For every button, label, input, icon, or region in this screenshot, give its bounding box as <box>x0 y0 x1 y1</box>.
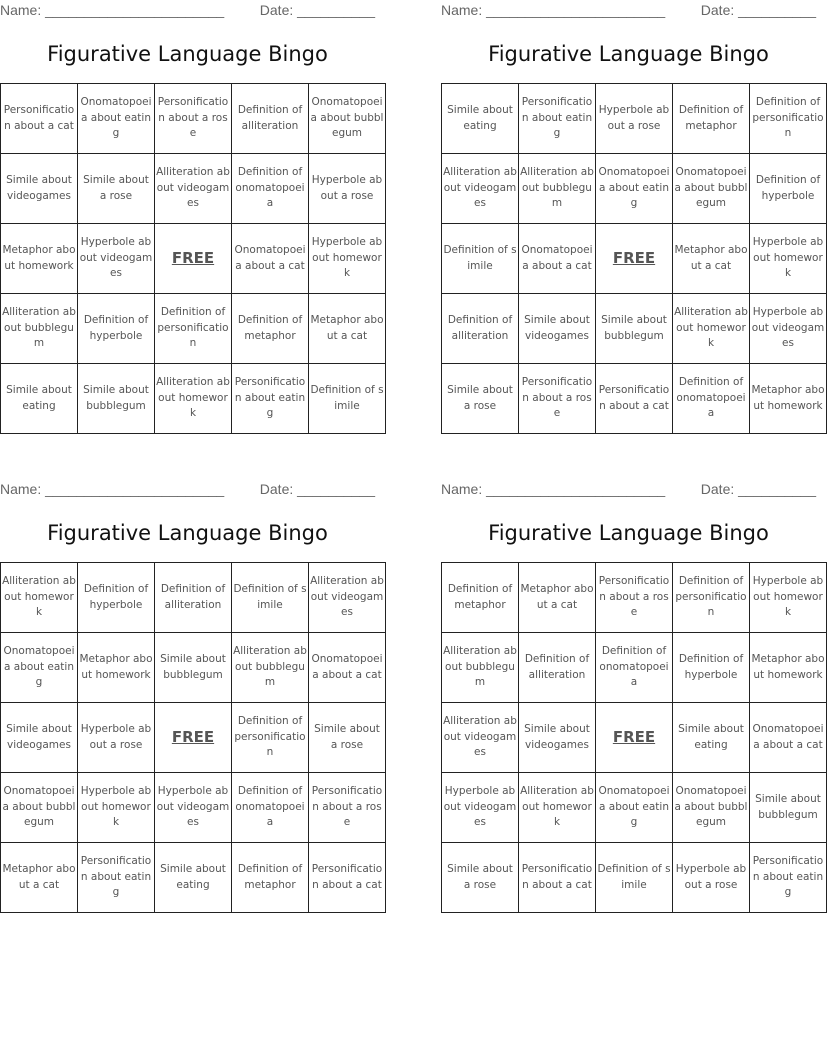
bingo-cell: Hyperbole about a rose <box>309 154 386 224</box>
bingo-row <box>442 84 827 154</box>
bingo-cell: Personification about a rose <box>309 773 386 843</box>
bingo-cell: Simile about videogames <box>519 294 596 364</box>
bingo-row <box>442 364 827 434</box>
bingo-cell: Definition of personification <box>232 703 309 773</box>
date-label: Date: __________ <box>259 481 375 497</box>
card-header <box>441 0 816 20</box>
bingo-row <box>442 633 827 703</box>
bingo-cell: Simile about bubblegum <box>596 294 673 364</box>
bingo-cell: Definition of alliteration <box>232 84 309 154</box>
bingo-cell: Alliteration about videogames <box>442 703 519 773</box>
bingo-cell: Personification about a rose <box>155 84 232 154</box>
date-label: Date: __________ <box>259 2 375 18</box>
bingo-row <box>442 703 827 773</box>
bingo-cell: Definition of personification <box>673 563 750 633</box>
bingo-cell: Definition of hyperbole <box>78 563 155 633</box>
bingo-cell: Metaphor about a cat <box>673 224 750 294</box>
bingo-cell: Onomatopoeia about bubblegum <box>309 84 386 154</box>
bingo-cell: Hyperbole about homework <box>309 224 386 294</box>
bingo-cell: Alliteration about bubblegum <box>519 154 596 224</box>
bingo-row <box>1 294 386 364</box>
free-space: FREE <box>596 224 673 294</box>
bingo-row <box>1 773 386 843</box>
bingo-cell: Hyperbole about videogames <box>442 773 519 843</box>
bingo-cell: Definition of hyperbole <box>78 294 155 364</box>
bingo-cell: Alliteration about homework <box>519 773 596 843</box>
bingo-cell: Definition of simile <box>442 224 519 294</box>
bingo-cell: Definition of simile <box>309 364 386 434</box>
bingo-cell: Alliteration about homework <box>1 563 78 633</box>
bingo-cell: Alliteration about homework <box>155 364 232 434</box>
bingo-cell: Definition of metaphor <box>673 84 750 154</box>
bingo-cell: Definition of personification <box>750 84 827 154</box>
name-label: Name: _______________________ <box>441 481 666 497</box>
bingo-row <box>1 843 386 913</box>
bingo-cell: Simile about eating <box>1 364 78 434</box>
bingo-cell: Hyperbole about a rose <box>596 84 673 154</box>
bingo-cell: Definition of alliteration <box>155 563 232 633</box>
name-label: Name: _______________________ <box>441 2 666 18</box>
card-header <box>0 0 375 20</box>
bingo-cell: Onomatopoeia about eating <box>596 773 673 843</box>
card-title: Figurative Language Bingo <box>488 521 769 545</box>
bingo-cell: Onomatopoeia about eating <box>596 154 673 224</box>
name-label: Name: _______________________ <box>0 2 225 18</box>
bingo-cell: Definition of metaphor <box>442 563 519 633</box>
bingo-row <box>442 843 827 913</box>
bingo-cell: Definition of onomatopoeia <box>232 773 309 843</box>
bingo-cell: Simile about a rose <box>442 843 519 913</box>
bingo-cell: Personification about a cat <box>519 843 596 913</box>
bingo-row <box>1 84 386 154</box>
name-label: Name: _______________________ <box>0 481 225 497</box>
bingo-cell: Hyperbole about homework <box>78 773 155 843</box>
bingo-cell: Simile about videogames <box>1 154 78 224</box>
bingo-cell: Definition of hyperbole <box>750 154 827 224</box>
bingo-cell: Onomatopoeia about eating <box>78 84 155 154</box>
bingo-cell: Onomatopoeia about bubblegum <box>673 773 750 843</box>
bingo-cell: Definition of personification <box>155 294 232 364</box>
bingo-row <box>1 703 386 773</box>
bingo-cell: Definition of onomatopoeia <box>673 364 750 434</box>
bingo-cell: Personification about eating <box>750 843 827 913</box>
bingo-cell: Definition of alliteration <box>442 294 519 364</box>
bingo-cell: Onomatopoeia about bubblegum <box>673 154 750 224</box>
bingo-row <box>1 154 386 224</box>
bingo-cell: Metaphor about a cat <box>1 843 78 913</box>
bingo-cell: Simile about a rose <box>78 154 155 224</box>
free-space: FREE <box>155 703 232 773</box>
bingo-row <box>442 563 827 633</box>
bingo-cell: Personification about a rose <box>519 364 596 434</box>
bingo-cell: Alliteration about bubblegum <box>232 633 309 703</box>
bingo-cell: Personification about eating <box>519 84 596 154</box>
bingo-cell: Definition of metaphor <box>232 294 309 364</box>
bingo-cell: Simile about bubblegum <box>78 364 155 434</box>
bingo-cell: Personification about a cat <box>1 84 78 154</box>
bingo-cell: Simile about a rose <box>309 703 386 773</box>
bingo-cell: Alliteration about bubblegum <box>442 633 519 703</box>
free-space: FREE <box>596 703 673 773</box>
bingo-cell: Alliteration about videogames <box>155 154 232 224</box>
card-header <box>0 479 375 499</box>
bingo-cell: Alliteration about bubblegum <box>1 294 78 364</box>
card-title: Figurative Language Bingo <box>47 521 328 545</box>
bingo-row <box>442 224 827 294</box>
bingo-cell: Definition of onomatopoeia <box>596 633 673 703</box>
bingo-grid <box>441 562 827 913</box>
bingo-cell: Alliteration about homework <box>673 294 750 364</box>
card-title: Figurative Language Bingo <box>488 42 769 66</box>
bingo-cell: Onomatopoeia about a cat <box>309 633 386 703</box>
bingo-cell: Simile about bubblegum <box>750 773 827 843</box>
bingo-cell: Onomatopoeia about eating <box>1 633 78 703</box>
bingo-cell: Personification about eating <box>232 364 309 434</box>
bingo-cell: Simile about eating <box>442 84 519 154</box>
bingo-cell: Definition of onomatopoeia <box>232 154 309 224</box>
bingo-cell: Alliteration about videogames <box>309 563 386 633</box>
bingo-cell: Hyperbole about a rose <box>78 703 155 773</box>
free-space: FREE <box>155 224 232 294</box>
bingo-row <box>1 633 386 703</box>
bingo-cell: Personification about a rose <box>596 563 673 633</box>
bingo-cell: Onomatopoeia about a cat <box>750 703 827 773</box>
bingo-cell: Simile about videogames <box>1 703 78 773</box>
bingo-cell: Simile about bubblegum <box>155 633 232 703</box>
bingo-row <box>1 224 386 294</box>
bingo-cell: Personification about eating <box>78 843 155 913</box>
bingo-cell: Metaphor about a cat <box>519 563 596 633</box>
bingo-cell: Simile about eating <box>673 703 750 773</box>
bingo-cell: Simile about eating <box>155 843 232 913</box>
bingo-row <box>442 294 827 364</box>
bingo-cell: Onomatopoeia about a cat <box>232 224 309 294</box>
date-label: Date: __________ <box>700 481 816 497</box>
date-label: Date: __________ <box>700 2 816 18</box>
bingo-cell: Hyperbole about videogames <box>750 294 827 364</box>
bingo-cell: Metaphor about homework <box>750 633 827 703</box>
card-title: Figurative Language Bingo <box>47 42 328 66</box>
bingo-cell: Definition of alliteration <box>519 633 596 703</box>
bingo-grid <box>0 562 386 913</box>
bingo-row <box>1 563 386 633</box>
bingo-row <box>442 154 827 224</box>
bingo-cell: Simile about a rose <box>442 364 519 434</box>
bingo-cell: Metaphor about homework <box>750 364 827 434</box>
bingo-cell: Definition of hyperbole <box>673 633 750 703</box>
bingo-grid <box>0 83 386 434</box>
bingo-cell: Metaphor about homework <box>78 633 155 703</box>
bingo-cell: Onomatopoeia about bubblegum <box>1 773 78 843</box>
bingo-cell: Definition of simile <box>232 563 309 633</box>
bingo-cell: Hyperbole about homework <box>750 563 827 633</box>
bingo-cell: Onomatopoeia about a cat <box>519 224 596 294</box>
bingo-cell: Definition of metaphor <box>232 843 309 913</box>
bingo-cell: Metaphor about homework <box>1 224 78 294</box>
bingo-cell: Hyperbole about homework <box>750 224 827 294</box>
card-header <box>441 479 816 499</box>
bingo-cell: Definition of simile <box>596 843 673 913</box>
bingo-cell: Metaphor about a cat <box>309 294 386 364</box>
bingo-row <box>1 364 386 434</box>
bingo-row <box>442 773 827 843</box>
bingo-cell: Personification about a cat <box>309 843 386 913</box>
bingo-cell: Hyperbole about videogames <box>155 773 232 843</box>
bingo-grid <box>441 83 827 434</box>
bingo-cell: Alliteration about videogames <box>442 154 519 224</box>
bingo-cell: Simile about videogames <box>519 703 596 773</box>
bingo-cell: Hyperbole about a rose <box>673 843 750 913</box>
bingo-cell: Hyperbole about videogames <box>78 224 155 294</box>
bingo-cell: Personification about a cat <box>596 364 673 434</box>
